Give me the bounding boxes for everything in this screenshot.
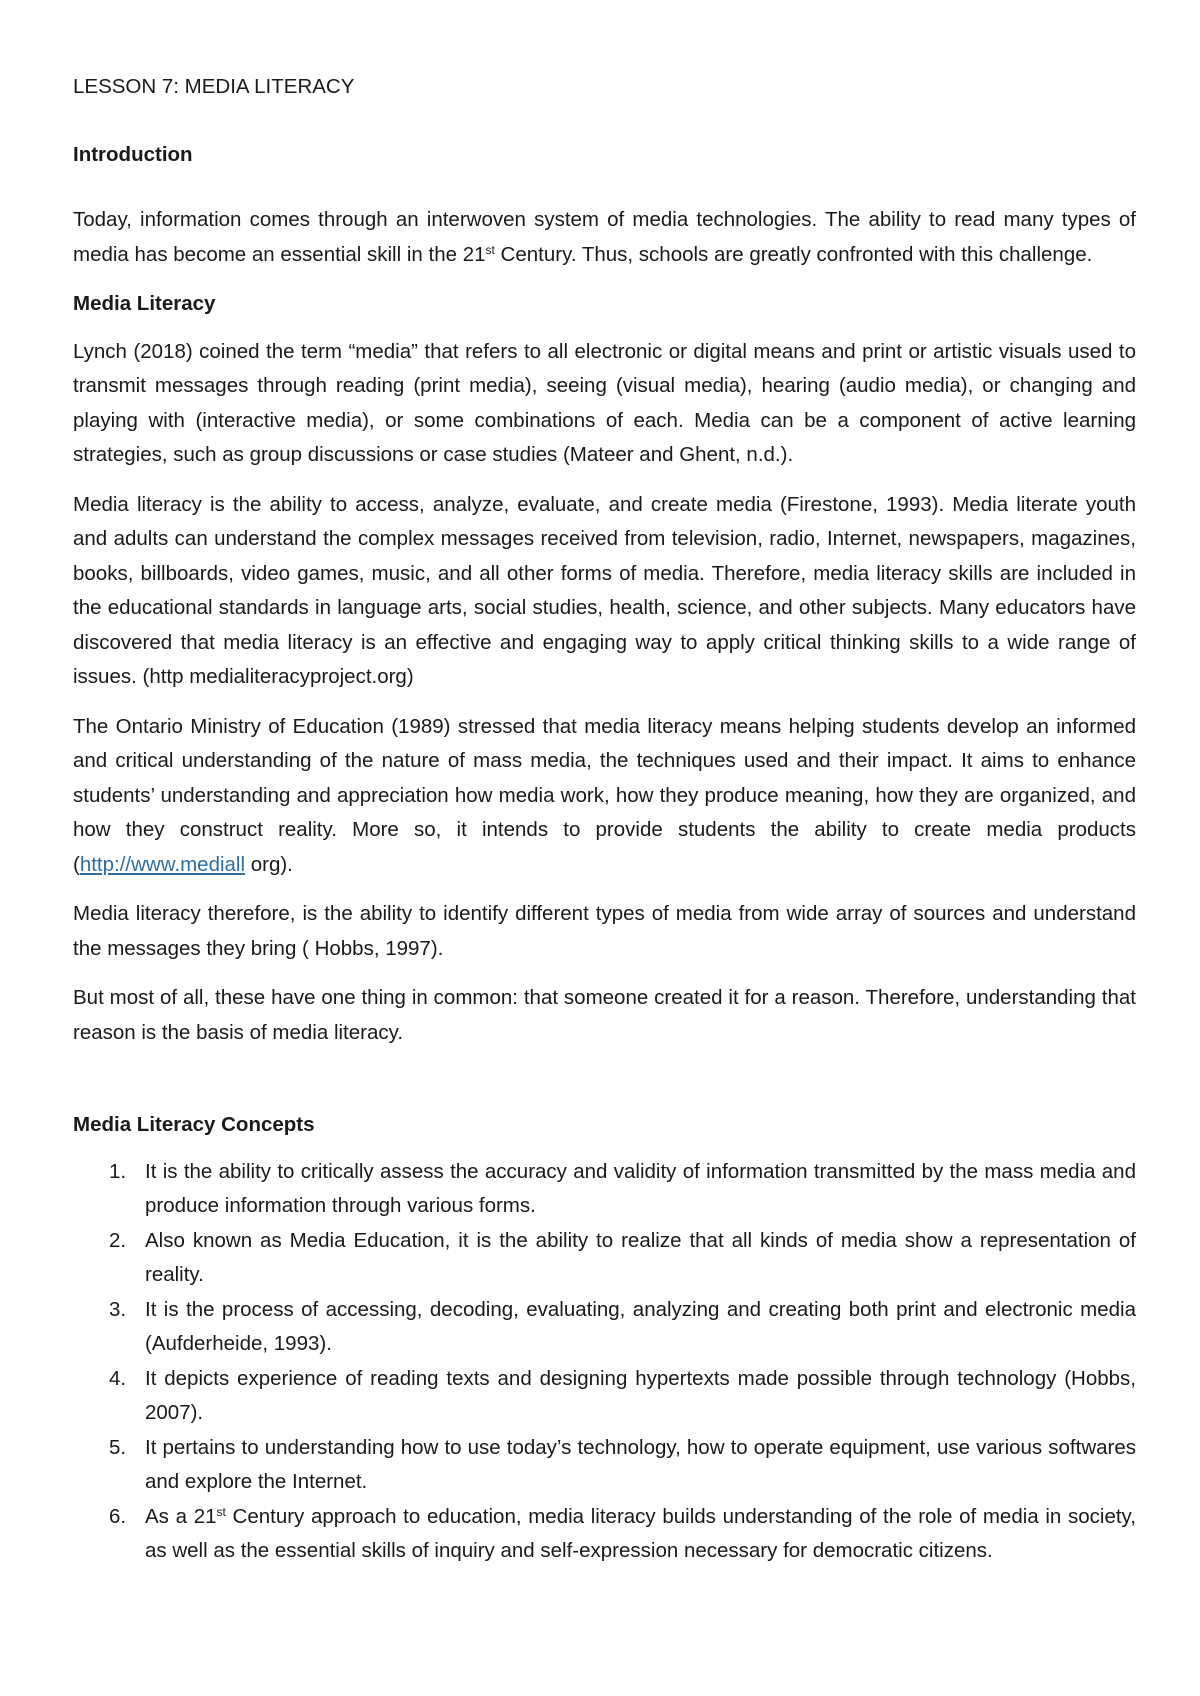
list-number: 1. xyxy=(109,1159,127,1183)
list-item-text: Also known as Media Education, it is the ability to realize that all kinds of media show a representation of reality. xyxy=(145,1228,1136,1286)
ontario-text-end: org). xyxy=(245,852,293,876)
lesson-title: LESSON 7: MEDIA LITERACY xyxy=(73,75,355,98)
media-literacy-heading: Media Literacy xyxy=(73,292,216,315)
introduction-heading: Introduction xyxy=(73,142,193,166)
list-item xyxy=(73,1224,1136,1293)
list-number: 4. xyxy=(109,1366,127,1390)
list-item-text: It is the process of accessing, decoding, evaluating, analyzing and creating both print and electronic media (Aufderheide, 1993). xyxy=(145,1297,1136,1355)
intro-superscript: st xyxy=(485,242,495,257)
intro-text-part-1: Today, information comes through an interwoven system of media technologies. The ability to read many types of media has become an essential skill in the 21 xyxy=(73,208,1136,266)
ontario-text: The Ontario Ministry of Education (1989) stressed that media literacy means helping students develop an informed and critical understanding of the nature of mass media, the techniques used and their impact. It aims to enhance students’ understanding and appreciation how media work, how they produce meaning, how they are organized, and how they construct reality. More so, it intends to provide students the ability to create media products ( xyxy=(73,714,1136,876)
list-number: 2. xyxy=(109,1228,127,1252)
list-item-text: It is the ability to critically assess the accuracy and validity of information transmitted by the mass media and produce information through various forms. xyxy=(145,1159,1136,1217)
list-number: 5. xyxy=(109,1435,127,1459)
intro-text-part-2: Century. Thus, schools are greatly confronted with this challenge. xyxy=(494,242,1093,266)
concepts-heading: Media Literacy Concepts xyxy=(73,1113,315,1136)
list-number: 3. xyxy=(109,1297,127,1321)
medialit-link[interactable]: http://www.mediall xyxy=(79,852,246,876)
list-item xyxy=(73,1155,1136,1224)
list-item-text: It pertains to understanding how to use today’s technology, how to operate equipment, use various softwares and explore the Internet. xyxy=(145,1435,1136,1493)
list-item-text: It depicts experience of reading texts and designing hypertexts made possible through technology (Hobbs, 2007). xyxy=(145,1366,1136,1424)
list-number: 6. xyxy=(109,1504,127,1528)
list-item xyxy=(73,1431,1136,1500)
list-item-superscript: st xyxy=(216,1504,226,1519)
identify-paragraph: Media literacy therefore, is the ability to identify different types of media from wide array of sources and understand the messages they bring ( Hobbs, 1997). xyxy=(73,902,1136,960)
ontario-paragraph xyxy=(73,710,1136,883)
list-item-text: Century approach to education, media literacy builds understanding of the role of media in society, as well as the essential skills of inquiry and self-expression necessary for democratic citizens. xyxy=(145,1504,1136,1562)
list-item xyxy=(73,1362,1136,1431)
list-item xyxy=(73,1293,1136,1362)
list-item xyxy=(73,1500,1136,1569)
introduction-paragraph xyxy=(73,203,1136,272)
document-page xyxy=(73,70,1136,1569)
concepts-list xyxy=(73,1155,1136,1569)
reason-paragraph: But most of all, these have one thing in common: that someone created it for a reason. Therefore, understanding that reason is the basis of media literacy. xyxy=(73,986,1136,1044)
lynch-paragraph: Lynch (2018) coined the term “media” that refers to all electronic or digital means and print or artistic visuals used to transmit messages through reading (print media), seeing (visual media), hearing (audio media), or changing and playing with (interactive media), or some combinations of each. Media can be a component of active learning strategies, such as group discussions or case studies (Mateer and Ghent, n.d.). xyxy=(73,339,1136,466)
list-item-text: As a 21 xyxy=(145,1504,217,1528)
definition-paragraph: Media literacy is the ability to access, analyze, evaluate, and create media (Firestone, 1993). Media literate youth and adults can understand the complex messages received from television, radio, Internet, newspapers, magazines, books, billboards, video games, music, and all other forms of media. Therefore, media literacy skills are included in the educational standards in language arts, social studies, health, science, and other subjects. Many educators have discovered that media literacy is an effective and engaging way to apply critical thinking skills to a wide range of issues. (http medialiteracyproject.org) xyxy=(73,492,1136,688)
